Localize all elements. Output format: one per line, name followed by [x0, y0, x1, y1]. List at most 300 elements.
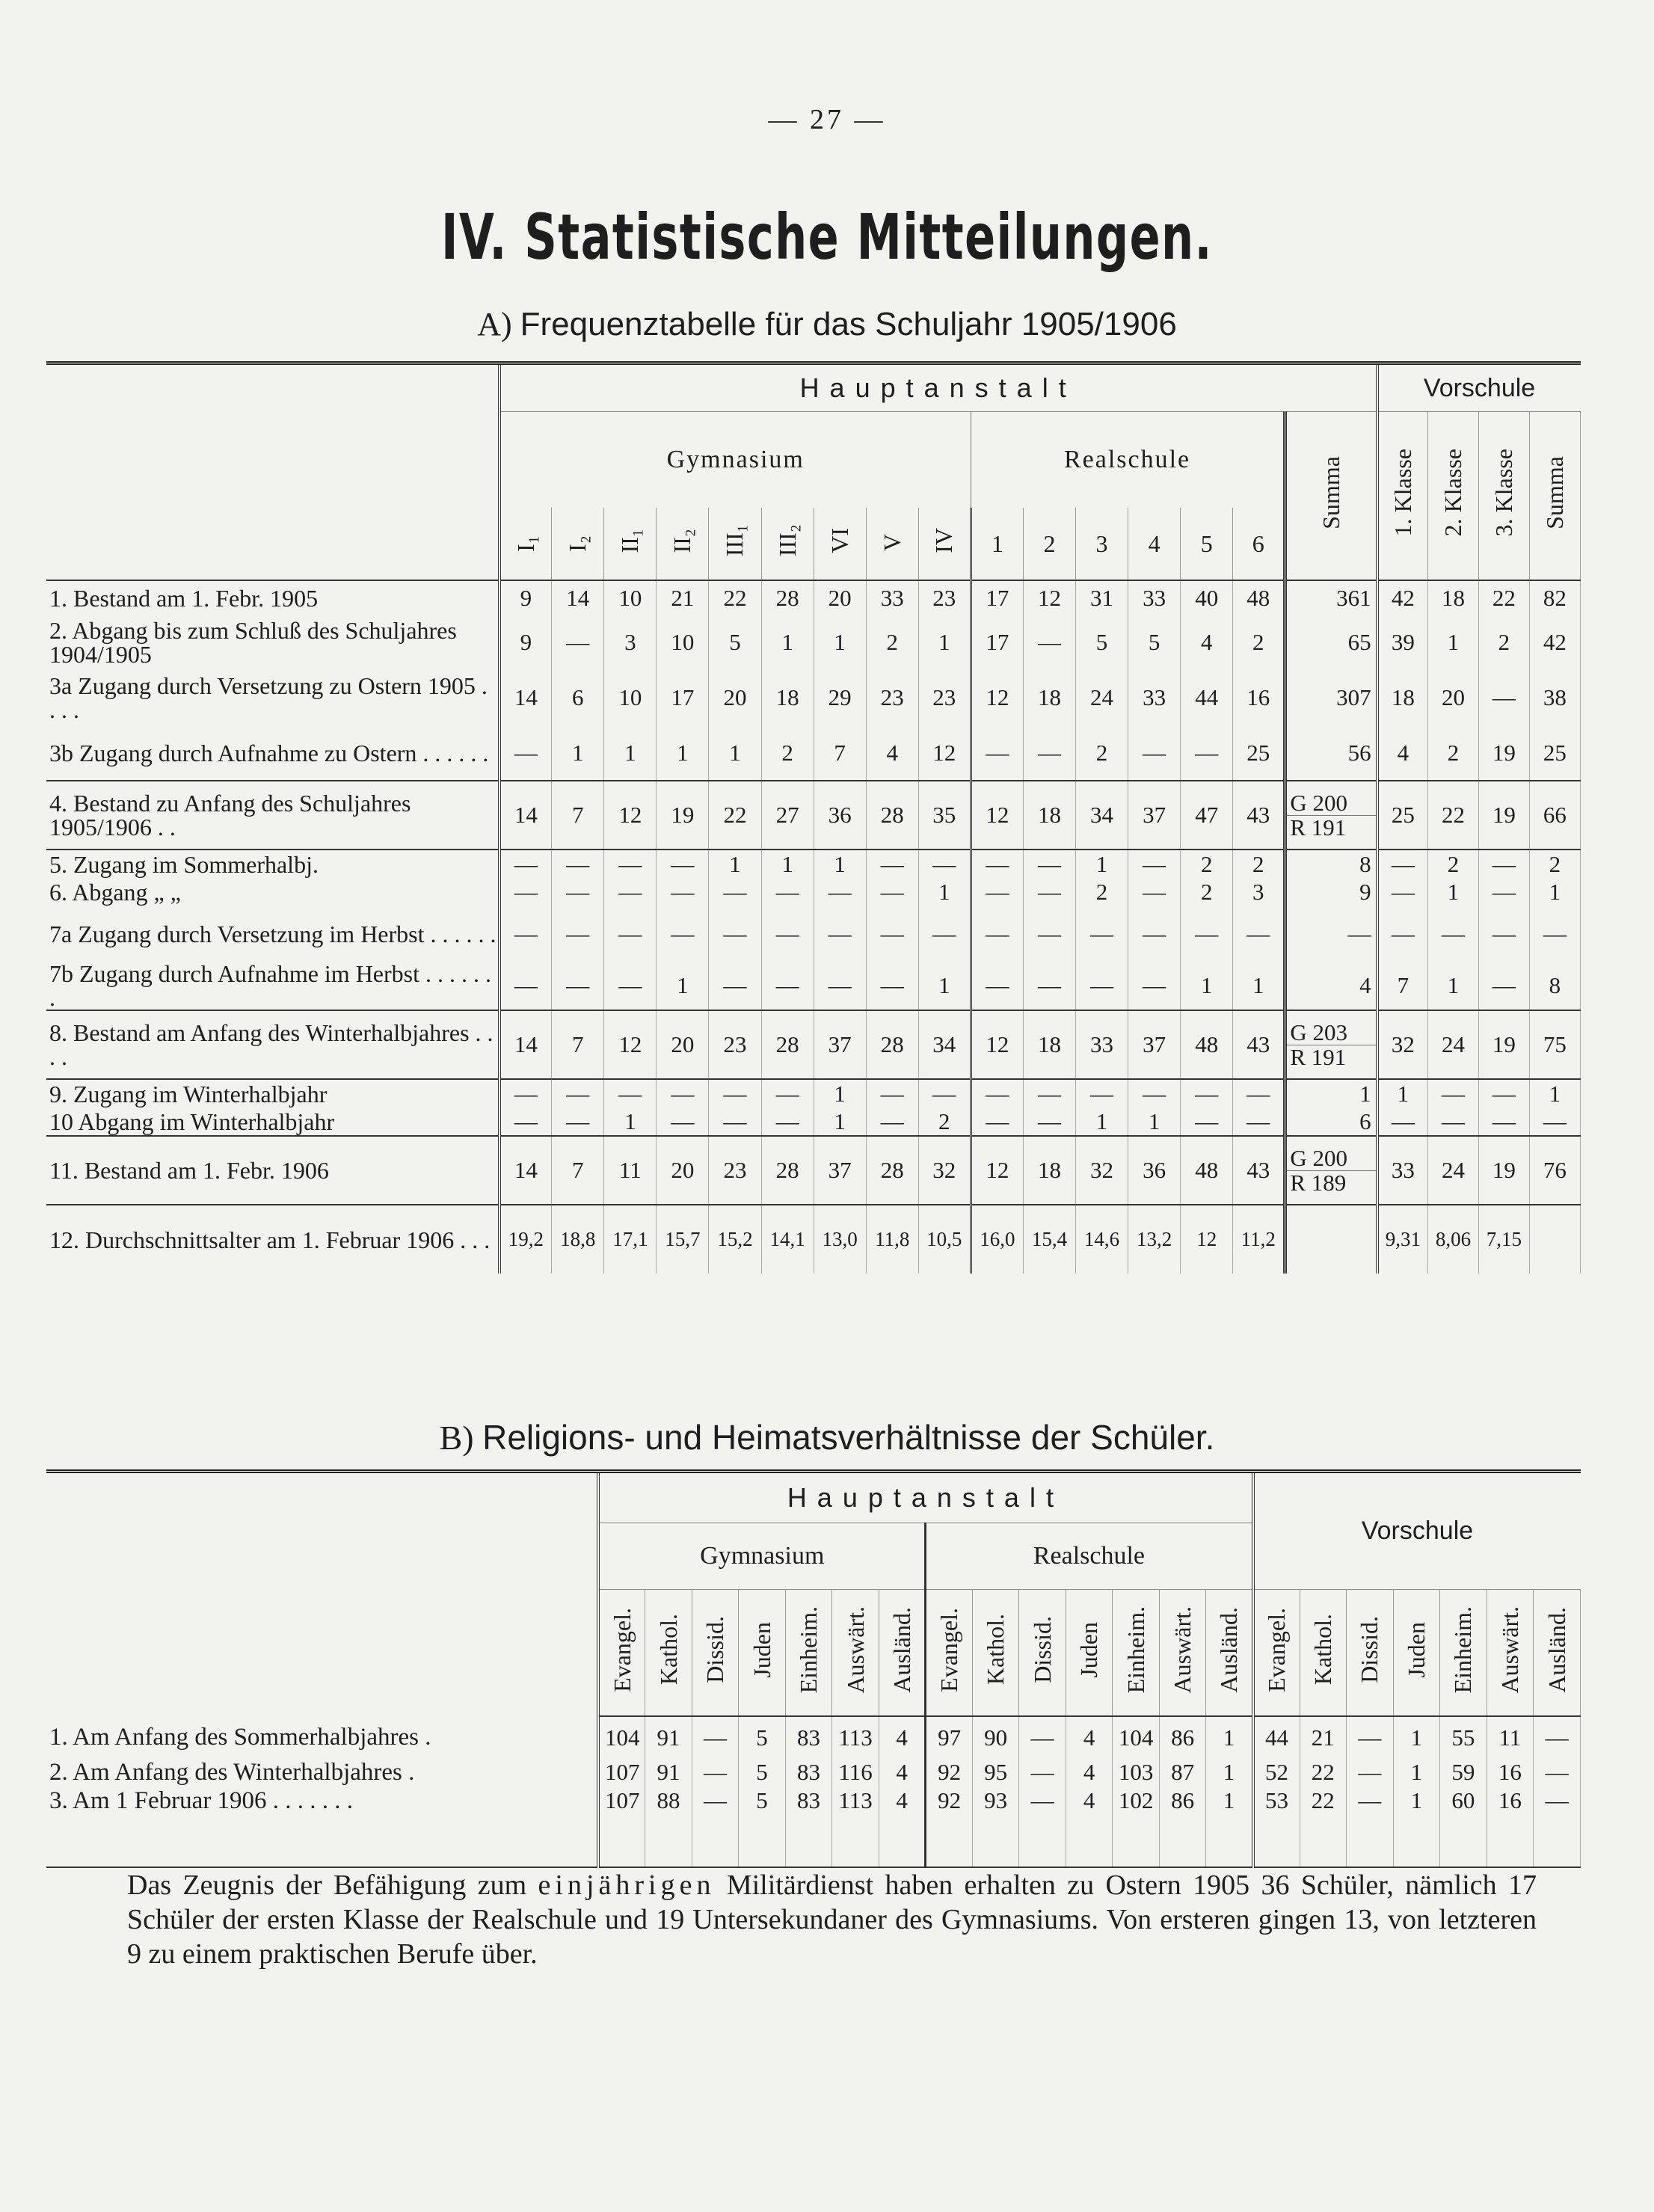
- row-cell: —: [1128, 878, 1181, 906]
- row-cell: —: [918, 1079, 971, 1107]
- row-cell: —: [866, 850, 918, 878]
- row-vorschule-cell: 2: [1428, 850, 1479, 878]
- row-cell: —: [552, 615, 604, 670]
- gym-col-label: III₂: [773, 524, 801, 557]
- row-cell: 18,8: [552, 1205, 604, 1274]
- row-summa: 6: [1285, 1107, 1377, 1136]
- row-cell: 12: [604, 781, 657, 850]
- b-col-label: Auswärt.: [841, 1606, 869, 1694]
- vs-col-label: 3. Klasse: [1489, 449, 1517, 537]
- row-cell: 28: [761, 1010, 814, 1079]
- row-cell: 91: [645, 1716, 692, 1758]
- row-cell: 1: [761, 615, 814, 670]
- row-vorschule-cell: 24: [1428, 1136, 1479, 1205]
- row-summa: 65: [1285, 615, 1377, 670]
- row-cell: 1: [657, 962, 709, 1010]
- row-cell: 14: [552, 580, 604, 615]
- row-cell: —: [552, 850, 604, 878]
- row-cell: 1: [709, 725, 761, 781]
- row-cell: —: [499, 725, 552, 781]
- row-cell: 47: [1181, 781, 1233, 850]
- row-cell: 1: [709, 850, 761, 878]
- row-cell: 2: [1181, 850, 1233, 878]
- spacer-cell: [1019, 1815, 1066, 1867]
- row-cell: 97: [926, 1716, 973, 1758]
- row-cell: 22: [1300, 1787, 1347, 1815]
- row-cell: —: [1534, 1787, 1581, 1815]
- row-vorschule-cell: 1: [1428, 962, 1479, 1010]
- row-cell: 27: [761, 781, 814, 850]
- row-cell: 28: [866, 1136, 918, 1205]
- row-cell: 90: [972, 1716, 1019, 1758]
- row-cell: 23: [918, 670, 971, 725]
- row-cell: 25: [1233, 725, 1285, 781]
- row-cell: —: [971, 850, 1023, 878]
- row-cell: —: [761, 962, 814, 1010]
- row-summa: 9: [1285, 878, 1377, 906]
- row-vorschule-cell: —: [1428, 1107, 1479, 1136]
- row-cell: 24: [1076, 670, 1128, 725]
- row-cell: —: [761, 1079, 814, 1107]
- row-cell: —: [1023, 615, 1075, 670]
- row-cell: —: [866, 906, 918, 962]
- row-cell: 2: [1181, 878, 1233, 906]
- row-summa: 4: [1285, 962, 1377, 1010]
- row-vorschule-cell: 8: [1529, 962, 1580, 1010]
- row-cell: 1: [814, 615, 866, 670]
- row-cell: 33: [866, 580, 918, 615]
- b-col-label: Dissid.: [1356, 1616, 1383, 1683]
- col-real-6: 6: [1233, 508, 1285, 580]
- spacer-cell: [645, 1815, 692, 1867]
- row-cell: 17: [657, 670, 709, 725]
- row-cell: —: [1128, 725, 1181, 781]
- row-vorschule-cell: —: [1529, 1107, 1580, 1136]
- b-col-label: Auswärt.: [1169, 1606, 1196, 1694]
- row-cell: 22: [709, 580, 761, 615]
- row-vorschule-cell: 1: [1529, 878, 1580, 906]
- col-real-4: 4: [1128, 508, 1181, 580]
- row-cell: —: [1023, 878, 1075, 906]
- row-cell: 5: [709, 615, 761, 670]
- row-cell: 7: [814, 725, 866, 781]
- row-cell: —: [918, 850, 971, 878]
- row-vorschule-cell: 75: [1529, 1010, 1580, 1079]
- row-cell: 113: [832, 1716, 879, 1758]
- table-row: [46, 670, 1581, 725]
- b-col-real-4: [1066, 1590, 1113, 1717]
- table-row: [46, 1758, 1581, 1787]
- b-header-hauptanstalt: Hauptanstalt: [598, 1472, 1252, 1523]
- page-number: — 27 —: [768, 104, 886, 135]
- row-vorschule-cell: —: [1478, 850, 1529, 878]
- row-cell: —: [1233, 1107, 1285, 1136]
- row-label: 10 Abgang im Winterhalbjahr: [46, 1107, 499, 1136]
- b-col-vs-6: [1487, 1590, 1534, 1717]
- row-cell: 9: [499, 580, 552, 615]
- row-vorschule-cell: 1: [1529, 1079, 1580, 1107]
- b-col-label: Juden: [748, 1621, 775, 1678]
- spacer-cell: [1440, 1815, 1487, 1867]
- header-hauptanstalt: Hauptanstalt: [499, 363, 1377, 412]
- row-cell: 18: [1023, 670, 1075, 725]
- row-cell: 19: [657, 781, 709, 850]
- row-cell: 5: [1128, 615, 1181, 670]
- row-cell: —: [1233, 906, 1285, 962]
- row-cell: —: [918, 906, 971, 962]
- row-cell: —: [1019, 1758, 1066, 1787]
- row-cell: 40: [1181, 580, 1233, 615]
- row-cell: 48: [1233, 580, 1285, 615]
- row-vorschule-cell: 4: [1377, 725, 1428, 781]
- row-cell: 12: [1023, 580, 1075, 615]
- col-real-3: 3: [1076, 508, 1128, 580]
- row-cell: —: [657, 906, 709, 962]
- row-cell: 16,0: [971, 1205, 1023, 1274]
- row-vorschule-cell: 42: [1529, 615, 1580, 670]
- row-cell: 14: [499, 1010, 552, 1079]
- gym-col-label: V: [878, 534, 906, 552]
- row-cell: 20: [709, 670, 761, 725]
- row-cell: 17,1: [604, 1205, 657, 1274]
- row-cell: 29: [814, 670, 866, 725]
- summa-gymnasium: G 203: [1287, 1021, 1375, 1045]
- row-cell: 18: [761, 670, 814, 725]
- row-cell: 14: [499, 670, 552, 725]
- row-cell: 43: [1233, 1010, 1285, 1079]
- row-cell: 15,4: [1023, 1205, 1075, 1274]
- table-spacer-row: [46, 1815, 1581, 1867]
- row-cell: 1: [1393, 1787, 1440, 1815]
- row-cell: 12: [1181, 1205, 1233, 1274]
- row-cell: 43: [1233, 1136, 1285, 1205]
- gym-col-label: I₂: [564, 535, 591, 552]
- row-vorschule-cell: 18: [1377, 670, 1428, 725]
- row-cell: —: [1019, 1787, 1066, 1815]
- row-cell: 13,0: [814, 1205, 866, 1274]
- b-col-vs-5: [1440, 1590, 1487, 1717]
- header-vs-3: [1478, 412, 1529, 581]
- b-col-gym-6: [832, 1590, 879, 1717]
- row-cell: 5: [1076, 615, 1128, 670]
- b-col-gym-2: [645, 1590, 692, 1717]
- row-label: 3a Zugang durch Versetzung zu Ostern 1905 . . . .: [46, 670, 499, 725]
- b-col-label: Dissid.: [701, 1616, 729, 1683]
- row-cell: —: [692, 1758, 739, 1787]
- spacer-cell: [46, 1815, 598, 1867]
- row-label: 1. Bestand am 1. Febr. 1905: [46, 580, 499, 615]
- table-row: [46, 615, 1581, 670]
- row-cell: 22: [1300, 1758, 1347, 1787]
- row-label: 1. Am Anfang des Sommerhalbjahres .: [46, 1716, 598, 1758]
- row-cell: 5: [739, 1758, 786, 1787]
- row-vorschule-cell: 7,15: [1478, 1205, 1529, 1274]
- row-cell: —: [761, 906, 814, 962]
- row-cell: —: [499, 850, 552, 878]
- row-cell: —: [866, 1107, 918, 1136]
- row-cell: 2: [1076, 878, 1128, 906]
- row-cell: —: [1181, 906, 1233, 962]
- b-col-label: Juden: [1075, 1621, 1103, 1678]
- row-cell: 87: [1159, 1758, 1206, 1787]
- row-vorschule-cell: —: [1478, 1107, 1529, 1136]
- row-cell: 1: [1181, 962, 1233, 1010]
- row-cell: —: [552, 962, 604, 1010]
- row-cell: —: [552, 1107, 604, 1136]
- gym-col-label: II₂: [668, 528, 696, 553]
- row-cell: 33: [1128, 670, 1181, 725]
- row-cell: 1: [918, 615, 971, 670]
- b-col-real-5: [1113, 1590, 1160, 1717]
- row-cell: —: [1023, 906, 1075, 962]
- spacer-cell: [739, 1815, 786, 1867]
- row-cell: 4: [1066, 1716, 1113, 1758]
- row-cell: 22: [709, 781, 761, 850]
- row-cell: —: [657, 1107, 709, 1136]
- b-col-label: Einheim.: [1449, 1606, 1477, 1694]
- row-summa: 307: [1285, 670, 1377, 725]
- row-cell: 1: [1393, 1758, 1440, 1787]
- row-vorschule-cell: 22: [1478, 580, 1529, 615]
- row-vorschule-cell: —: [1428, 906, 1479, 962]
- row-summa: 8: [1285, 850, 1377, 878]
- row-cell: 16: [1233, 670, 1285, 725]
- row-cell: 14: [499, 1136, 552, 1205]
- table-row: [46, 906, 1581, 962]
- section-b-heading: [0, 1417, 1654, 1457]
- row-cell: 4: [879, 1787, 926, 1815]
- row-cell: 103: [1113, 1758, 1160, 1787]
- spacer-cell: [1253, 1815, 1300, 1867]
- row-cell: 23: [918, 580, 971, 615]
- vs-col-label: 1. Klasse: [1389, 449, 1416, 537]
- row-cell: 12: [971, 1010, 1023, 1079]
- b-col-gym-5: [785, 1590, 832, 1717]
- b-col-label: Ausländ.: [888, 1606, 915, 1693]
- row-summa: 361: [1285, 580, 1377, 615]
- row-cell: 11,2: [1233, 1205, 1285, 1274]
- row-cell: —: [971, 1107, 1023, 1136]
- row-cell: 1: [1128, 1107, 1181, 1136]
- row-label: 12. Durchschnittsalter am 1. Februar 1906 . . .: [46, 1205, 499, 1274]
- header-realschule: Realschule: [971, 412, 1285, 509]
- row-cell: 37: [1128, 781, 1181, 850]
- col-gym-3: [604, 508, 657, 580]
- row-cell: 11,8: [866, 1205, 918, 1274]
- row-cell: 36: [1128, 1136, 1181, 1205]
- spacer-cell: [1206, 1815, 1253, 1867]
- row-vorschule-cell: 19: [1478, 725, 1529, 781]
- table-row: [46, 1205, 1581, 1274]
- row-cell: —: [866, 1079, 918, 1107]
- row-cell: —: [971, 962, 1023, 1010]
- paragraph-part-1: Das Zeugnis der Befähigung zum: [127, 1870, 527, 1901]
- row-cell: —: [499, 1107, 552, 1136]
- row-cell: 55: [1440, 1716, 1487, 1758]
- row-cell: 113: [832, 1787, 879, 1815]
- row-cell: 6: [552, 670, 604, 725]
- gym-col-label: II₁: [616, 528, 644, 553]
- row-vorschule-cell: 1: [1428, 878, 1479, 906]
- row-cell: 20: [657, 1010, 709, 1079]
- row-cell: 10,5: [918, 1205, 971, 1274]
- row-cell: 34: [1076, 781, 1128, 850]
- row-cell: —: [1019, 1716, 1066, 1758]
- b-col-gym-1: [598, 1590, 645, 1717]
- row-vorschule-cell: 22: [1428, 781, 1479, 850]
- b-col-label: Auswärt.: [1495, 1606, 1523, 1694]
- row-cell: 37: [1128, 1010, 1181, 1079]
- row-label: 7b Zugang durch Aufnahme im Herbst . . . . . . .: [46, 962, 499, 1010]
- row-cell: 116: [832, 1758, 879, 1787]
- b-col-vs-2: [1300, 1590, 1347, 1717]
- row-cell: —: [971, 725, 1023, 781]
- row-cell: 1: [814, 1079, 866, 1107]
- row-cell: 2: [866, 615, 918, 670]
- row-cell: —: [1181, 1079, 1233, 1107]
- row-cell: 7: [552, 1136, 604, 1205]
- row-cell: 33: [1076, 1010, 1128, 1079]
- row-cell: —: [1233, 1079, 1285, 1107]
- row-cell: 83: [785, 1787, 832, 1815]
- header-vs-1: [1377, 412, 1428, 581]
- header-summa: [1285, 412, 1377, 581]
- row-vorschule-cell: —: [1377, 878, 1428, 906]
- row-vorschule-cell: 20: [1428, 670, 1479, 725]
- row-cell: 9: [499, 615, 552, 670]
- row-cell: 37: [814, 1010, 866, 1079]
- row-cell: —: [1181, 725, 1233, 781]
- row-cell: —: [499, 962, 552, 1010]
- row-summa: [1285, 1010, 1377, 1079]
- row-cell: 10: [604, 670, 657, 725]
- spacer-cell: [1066, 1815, 1113, 1867]
- table-row: [46, 850, 1581, 878]
- row-vorschule-cell: 2: [1529, 850, 1580, 878]
- row-cell: —: [1347, 1787, 1394, 1815]
- row-summa: —: [1285, 906, 1377, 962]
- row-cell: —: [1076, 1079, 1128, 1107]
- row-cell: 93: [972, 1787, 1019, 1815]
- row-cell: 15,2: [709, 1205, 761, 1274]
- row-cell: 23: [709, 1136, 761, 1205]
- row-cell: 1: [918, 962, 971, 1010]
- table-row: [46, 1079, 1581, 1107]
- row-cell: —: [1128, 962, 1181, 1010]
- row-cell: 1: [1393, 1716, 1440, 1758]
- row-cell: —: [1181, 1107, 1233, 1136]
- b-col-real-3: [1019, 1590, 1066, 1717]
- row-vorschule-cell: 42: [1377, 580, 1428, 615]
- row-cell: 33: [1128, 580, 1181, 615]
- row-cell: 1: [918, 878, 971, 906]
- row-cell: —: [499, 1079, 552, 1107]
- row-vorschule-cell: 7: [1377, 962, 1428, 1010]
- row-cell: 4: [1181, 615, 1233, 670]
- row-cell: 107: [598, 1758, 645, 1787]
- row-cell: 60: [1440, 1787, 1487, 1815]
- header-vs-2: [1428, 412, 1479, 581]
- row-label: 8. Bestand am Anfang des Winterhalbjahres . . . .: [46, 1010, 499, 1079]
- row-cell: —: [709, 906, 761, 962]
- row-cell: 21: [657, 580, 709, 615]
- row-cell: 2: [761, 725, 814, 781]
- row-cell: —: [866, 878, 918, 906]
- b-col-label: Dissid.: [1028, 1616, 1056, 1683]
- summa-realschule: R 191: [1290, 814, 1347, 841]
- paragraph-part-2: einjährigen: [538, 1870, 716, 1901]
- row-cell: —: [1023, 962, 1075, 1010]
- row-cell: 11: [1487, 1716, 1534, 1758]
- row-label: 2. Abgang bis zum Schluß des Schuljahres 1904/1905: [46, 615, 499, 670]
- row-cell: —: [1128, 1079, 1181, 1107]
- col-gym-9: [918, 508, 971, 580]
- b-col-gym-4: [739, 1590, 786, 1717]
- row-cell: 14,6: [1076, 1205, 1128, 1274]
- row-cell: 10: [657, 615, 709, 670]
- header-vorschule: Vorschule: [1377, 363, 1581, 412]
- row-cell: 12: [604, 1010, 657, 1079]
- row-cell: —: [692, 1787, 739, 1815]
- row-cell: 44: [1181, 670, 1233, 725]
- row-cell: 1: [604, 725, 657, 781]
- row-vorschule-cell: 39: [1377, 615, 1428, 670]
- row-cell: 1: [761, 850, 814, 878]
- b-col-real-6: [1159, 1590, 1206, 1717]
- row-cell: 28: [761, 580, 814, 615]
- b-header-realschule: Realschule: [1033, 1542, 1146, 1570]
- spacer-cell: [972, 1815, 1019, 1867]
- religion-table-body: [46, 1716, 1581, 1867]
- row-summa: 56: [1285, 725, 1377, 781]
- row-cell: 10: [604, 580, 657, 615]
- spacer-cell: [926, 1815, 973, 1867]
- row-cell: 1: [814, 850, 866, 878]
- b-col-label: Evangel.: [935, 1607, 963, 1692]
- b-col-label: Einheim.: [795, 1606, 823, 1694]
- summa-gymnasium: G 200: [1287, 791, 1375, 816]
- row-cell: 5: [739, 1787, 786, 1815]
- row-cell: 18: [1023, 1136, 1075, 1205]
- b-col-label: Ausländ.: [1543, 1606, 1570, 1693]
- row-cell: —: [709, 1107, 761, 1136]
- row-cell: —: [604, 1079, 657, 1107]
- section-a-title: Frequenztabelle für das Schuljahr 1905/1906: [520, 306, 1177, 342]
- col-real-2: 2: [1023, 508, 1075, 580]
- row-vorschule-cell: —: [1377, 850, 1428, 878]
- row-cell: —: [1023, 725, 1075, 781]
- spacer-cell: [1113, 1815, 1160, 1867]
- b-col-vs-7: [1534, 1590, 1581, 1717]
- b-header-vorschule: Vorschule: [1253, 1472, 1581, 1590]
- row-cell: —: [814, 878, 866, 906]
- table-row: [46, 725, 1581, 781]
- table-row: [46, 1136, 1581, 1205]
- row-label: 11. Bestand am 1. Febr. 1906: [46, 1136, 499, 1205]
- col-real-1: 1: [971, 508, 1023, 580]
- vs-col-label: Summa: [1540, 456, 1568, 529]
- row-label: 2. Am Anfang des Winterhalbjahres .: [46, 1758, 598, 1787]
- row-cell: 28: [866, 781, 918, 850]
- row-vorschule-cell: 66: [1529, 781, 1580, 850]
- row-cell: 1: [1206, 1787, 1253, 1815]
- row-cell: 44: [1253, 1716, 1300, 1758]
- row-cell: 5: [739, 1716, 786, 1758]
- table-row: [46, 781, 1581, 850]
- row-cell: —: [1023, 1107, 1075, 1136]
- summa-realschule: R 189: [1290, 1169, 1347, 1196]
- col-gym-7: [814, 508, 866, 580]
